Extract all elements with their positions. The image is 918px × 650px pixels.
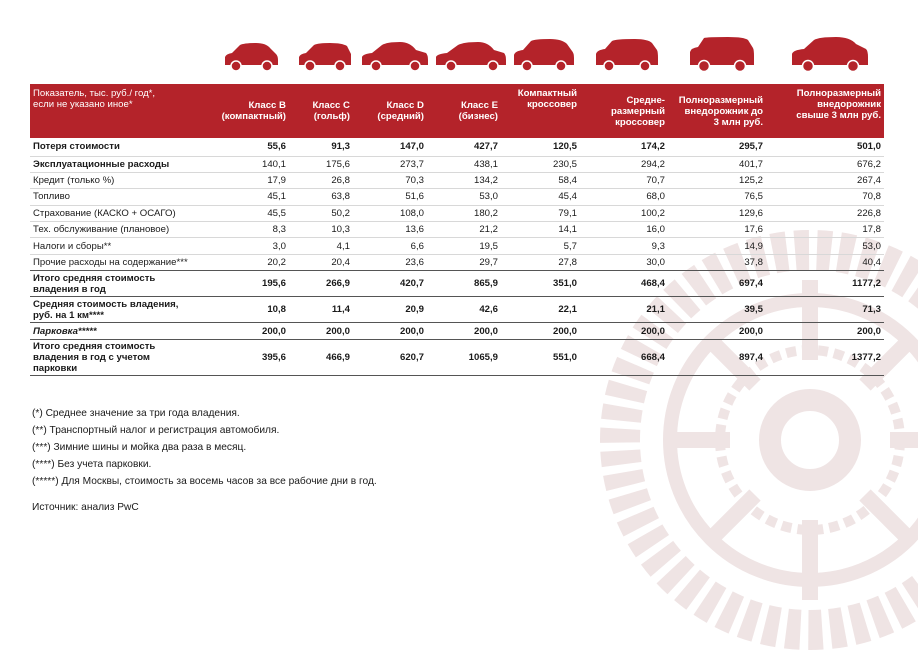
cell: 351,0 [552,278,577,290]
cell: 76,5 [744,191,763,203]
cell: 466,9 [325,352,350,364]
cell: 3,0 [272,240,286,252]
cell: 226,8 [856,207,881,219]
header-class-e: Класс E (бизнес) [458,100,498,122]
footnote: (*****) Для Москвы, стоимость за восемь часов за все рабочие дни в год. [32,476,377,487]
cell: 1177,2 [852,278,881,290]
cell: 200,0 [325,325,350,337]
row-label: Итого средняя стоимость владения в год с учетом парковки [33,341,156,375]
cell: 21,2 [479,224,498,236]
cell: 13,6 [405,224,424,236]
row-label: Налоги и сборы** [33,240,112,252]
cell: 10,8 [267,304,286,316]
cell: 9,3 [651,240,665,252]
table-row [30,222,884,238]
cell: 14,1 [558,224,577,236]
cell: 45,1 [267,191,286,203]
cell: 401,7 [738,158,763,170]
cell: 134,2 [473,175,498,187]
table-row-total-with-parking [30,340,884,376]
footnote: (***) Зимние шины и мойка два раза в месяц. [32,442,247,453]
header-class-d: Класс D (средний) [377,100,424,122]
cell: 200,0 [640,325,665,337]
crossover-compact-icon [512,38,576,72]
cell: 295,7 [738,141,763,153]
cell: 200,0 [399,325,424,337]
cell: 10,3 [331,224,350,236]
cell: 200,0 [856,325,881,337]
cell: 11,4 [331,304,350,316]
cell: 6,6 [410,240,424,252]
cell: 17,6 [744,224,763,236]
cell: 697,4 [738,278,763,290]
row-label: Потеря стоимости [33,141,120,153]
cell: 120,5 [552,141,577,153]
cell: 58,4 [558,175,577,187]
cell: 266,9 [325,278,350,290]
cell: 200,0 [552,325,577,337]
row-label: Кредит (только %) [33,175,115,187]
cell: 100,2 [640,207,665,219]
cell: 200,0 [738,325,763,337]
cell: 8,3 [272,224,286,236]
cell: 79,1 [558,207,577,219]
row-label: Средняя стоимость владения, руб. на 1 км**** [33,298,179,321]
cell: 70,7 [646,175,665,187]
row-label: Итого средняя стоимость владения в год [33,272,156,295]
cell: 37,8 [744,257,763,269]
cell: 1377,2 [851,352,881,364]
row-label: Эксплуатационные расходы [33,158,170,170]
cell: 4,1 [336,240,350,252]
cell: 16,0 [646,224,665,236]
cell: 23,6 [405,257,424,269]
cell: 53,0 [479,191,498,203]
footnote: (**) Транспортный налог и регистрация автомобиля. [32,425,280,436]
cell: 865,9 [473,278,498,290]
cell: 45,5 [267,207,286,219]
header-compact-crossover: Компактный кроссовер [517,88,577,110]
header-class-c: Класс C (гольф) [312,100,350,122]
car-golf-icon [297,42,353,72]
cell: 22,1 [558,304,577,316]
cell: 501,0 [856,141,881,153]
header-indicator: Показатель, тыс. руб./ год*, если не указано иное* [33,88,156,110]
cell: 267,4 [856,175,881,187]
table-row [30,254,884,270]
cell: 420,7 [399,278,424,290]
cell: 147,0 [399,141,424,153]
header-suv-under-3m: Полноразмерный внедорожник до 3 млн руб. [678,94,763,128]
cell: 200,0 [473,325,498,337]
cell: 21,1 [646,304,665,316]
cell: 230,5 [552,158,577,170]
cell: 27,8 [558,257,577,269]
crossover-mid-icon [594,38,660,72]
cell: 42,6 [479,304,498,316]
footnote: (*) Среднее значение за три года владения. [32,408,240,419]
cell: 68,0 [646,191,665,203]
table-header-row [30,84,884,138]
header-mid-crossover: Средне- размерный кроссовер [610,94,665,128]
car-business-icon [434,40,508,72]
header-class-b: Класс B (компактный) [221,100,286,122]
cell: 40,4 [862,257,881,269]
table-row [30,238,884,254]
vehicle-icons-row [0,36,918,76]
cell: 71,3 [862,304,881,316]
cell: 180,2 [473,207,498,219]
cell: 140,1 [261,158,286,170]
cell: 20,2 [267,257,286,269]
table-row-per-km [30,297,884,323]
footnote: (****) Без учета парковки. [32,459,152,470]
table-row [30,138,884,156]
cell: 70,8 [862,191,881,203]
cell: 175,6 [325,158,350,170]
cell: 20,9 [405,304,424,316]
cell: 26,8 [331,175,350,187]
cell: 551,0 [552,352,577,364]
table-row-parking [30,323,884,340]
table-row-total [30,271,884,297]
cell: 125,2 [738,175,763,187]
cell: 19,5 [479,240,498,252]
cell: 45,4 [558,191,577,203]
cell: 63,8 [331,191,350,203]
cell: 39,5 [744,304,763,316]
cell: 108,0 [399,207,424,219]
suv-large-icon [790,36,870,72]
cell: 129,6 [738,207,763,219]
cell: 395,6 [261,352,286,364]
cell: 1065,9 [468,352,498,364]
cell: 174,2 [640,141,665,153]
row-label: Топливо [33,191,70,203]
car-sedan-icon [360,40,430,72]
cell: 17,8 [862,224,881,236]
cell: 273,7 [399,158,424,170]
cell: 55,6 [267,141,286,153]
cell: 29,7 [479,257,498,269]
cell: 438,1 [473,158,498,170]
row-label: Тех. обслуживание (плановое) [33,224,170,236]
cell: 5,7 [563,240,577,252]
row-label: Парковка***** [33,325,97,337]
source-note: Источник: анализ PwC [32,502,139,513]
ownership-cost-table [30,84,884,376]
cell: 294,2 [640,158,665,170]
footnotes [32,405,377,490]
cell: 620,7 [399,352,424,364]
car-compact-icon [222,42,280,72]
cell: 897,4 [738,352,763,364]
cell: 676,2 [856,158,881,170]
table-row [30,156,884,172]
cell: 91,3 [331,141,350,153]
cell: 51,6 [405,191,424,203]
header-suv-over-3m: Полноразмерный внедорожник свыше 3 млн руб. [796,88,881,121]
cell: 20,4 [331,257,350,269]
cell: 200,0 [261,325,286,337]
row-label: Прочие расходы на содержание*** [33,257,188,269]
cell: 668,4 [640,352,665,364]
cell: 17,9 [267,175,286,187]
table-row [30,205,884,221]
cell: 53,0 [862,240,881,252]
cell: 50,2 [331,207,350,219]
cell: 14,9 [744,240,763,252]
cell: 70,3 [405,175,424,187]
row-label: Страхование (КАСКО + ОСАГО) [33,207,176,219]
cell: 195,6 [261,278,286,290]
cell: 30,0 [646,257,665,269]
table-row [30,189,884,205]
cell: 468,4 [640,278,665,290]
cell: 427,7 [473,141,498,153]
suv-icon [688,36,756,72]
table-row [30,172,884,188]
